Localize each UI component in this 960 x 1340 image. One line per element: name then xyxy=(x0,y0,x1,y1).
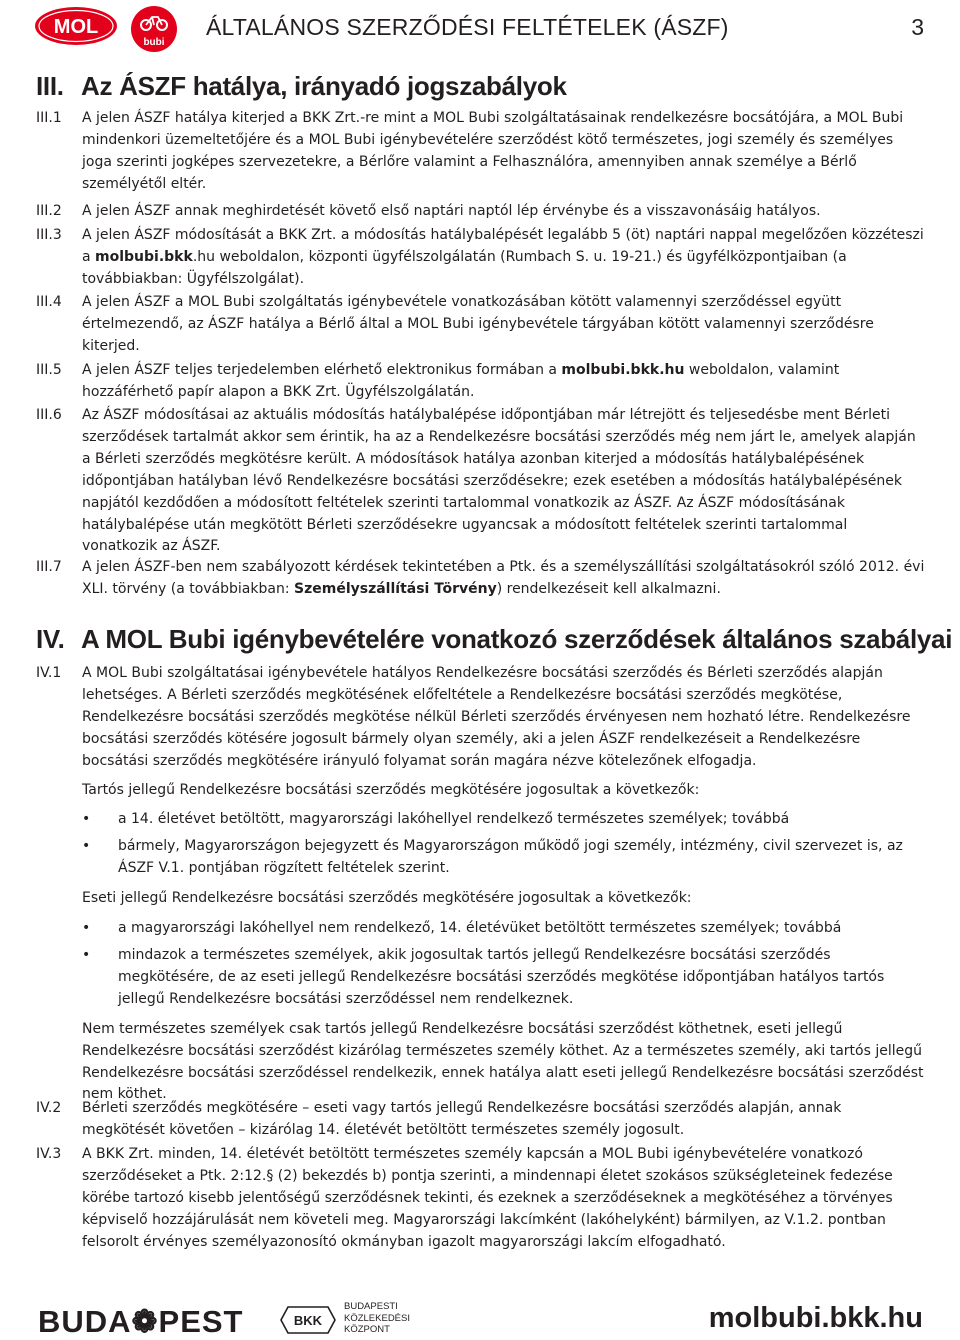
clause-number: IV.3 xyxy=(36,1146,62,1162)
occasional-list xyxy=(82,918,926,1011)
list-item: • bármely, Magyarországon bejegyzett és Magyarországon működő jogi személy, intézmény, civil szervezet is, az ÁSZF V.1. pontjában rögzített feltételek szerint. xyxy=(82,836,926,880)
bkk-name: BUDAPESTI KÖZLEKEDÉSI KÖZPONT xyxy=(344,1301,410,1335)
clause-iii-7 xyxy=(36,557,926,601)
svg-text:bubi: bubi xyxy=(143,37,165,48)
bold-term: Személyszállítási Törvény xyxy=(294,580,497,597)
section-iv-heading xyxy=(36,624,952,655)
document-title: ÁLTALÁNOS SZERZŐDÉSI FELTÉTELEK (ÁSZF) xyxy=(206,14,729,40)
page-header xyxy=(0,0,960,58)
svg-text:BKK: BKK xyxy=(293,1313,323,1328)
clause-text: Az ÁSZF módosításai az aktuális módosítás hatálybalépése időpontjában már létrejött és teljesedésbe ment Bérleti szerződések tartalmát akkor sem érintik, ha az a Rendelkezésre bocsátási szerződés még nem járt le, amelyek alapján a Bérleti szerződés megkötésre került. A módosítások hatálya azonban kiterjed a módosítás hatálybalépésének időpontjában hatályban lévő Rendelkezésre bocsátási szerződésekre; ezek esetében a módosítás hatálybalépésének napjától kezdődően a módosított feltételek szerinti tartalommal vonatkozik az ÁSZF. Az ÁSZF módosításának hatálybalépése után megkötött Bérleti szerződésekre ugyancsak a módosított feltételek szerinti tartalommal vonatkozik az ÁSZF. xyxy=(82,407,916,555)
clause-number: III.3 xyxy=(36,227,62,243)
clause-iii-4 xyxy=(36,292,926,358)
section-title: A MOL Bubi igénybevételére vonatkozó szerződések általános szabályai xyxy=(81,624,953,654)
clause-text: A jelen ÁSZF-ben nem szabályozott kérdések tekintetében a Ptk. és a személyszállítási szolgáltatásokról szóló 2012. évi XLI. törvény (a továbbiakban: Személyszállítási Törvény) rendelkezéseit kell alkalmazni. xyxy=(82,559,925,597)
section-number: III. xyxy=(36,71,64,101)
clause-number: III.4 xyxy=(36,294,62,310)
clause-iii-1 xyxy=(36,108,926,196)
clause-text: A jelen ÁSZF teljes terjedelemben elérhető elektronikus formában a molbubi.bkk.hu weboldalon, valamint hozzáférhető papír alapon a BKK Zrt. Ügyfélszolgálatán. xyxy=(82,362,840,400)
clause-iii-6 xyxy=(36,405,926,558)
clause-number: IV.1 xyxy=(36,665,62,681)
clause-iii-5 xyxy=(36,360,926,404)
page-footer xyxy=(0,1290,960,1339)
website-link[interactable]: molbubi.bkk.hu xyxy=(561,362,685,378)
section-number: IV. xyxy=(36,624,65,654)
clause-text: A jelen ÁSZF hatálya kiterjed a BKK Zrt.-re mint a MOL Bubi szolgáltatásainak rendelkezésre bocsátójára, a MOL Bubi mindenkori üzemeltetőjére és a MOL Bubi igénybevételére szerződést kötő természetes, jogi személy és személyes joga szerinti jogképes szervezetekre, a Bérlőre valamint a Felhasználóra, amennyiben annak személye a Bérlő személyétől eltér. xyxy=(82,110,904,192)
bubi-logo xyxy=(130,5,178,53)
clause-iv-1 xyxy=(36,663,926,1106)
clause-text: Bérleti szerződés megkötésére – eseti vagy tartós jellegű Rendelkezésre bocsátási szerződés alapján, annak megkötését követően – kizárólag 14. életévét betöltött természetes személy jogosult. xyxy=(82,1100,842,1138)
page-number: 3 xyxy=(911,14,924,40)
long-term-list xyxy=(82,809,926,880)
occasional-intro: Eseti jellegű Rendelkezésre bocsátási szerződés megkötésére jogosultak a következők: xyxy=(82,890,692,907)
clause-number: III.7 xyxy=(36,559,62,575)
clause-text: A jelen ÁSZF módosítását a BKK Zrt. a módosítás hatálybalépését legalább 5 (öt) naptári nappal megelőzően közzéteszi a molbubi.bkk.hu weboldalon, központi ügyfélszolgálatán (Rumbach S. u. 19-21.) és ügyfélközpontjaiban (a továbbiakban: Ügyfélszolgálat). xyxy=(82,227,924,287)
budapest-logo: BUDA❁PEST xyxy=(38,1304,244,1339)
clause-number: III.1 xyxy=(36,110,62,126)
clause-text: A BKK Zrt. minden, 14. életévét betöltött természetes személy kapcsán a MOL Bubi igénybevételére vonatkozó szerződéseket a Ptk. 2:12.§ (2) bekezdés b) pontja szerinti, a mindennapi életet szokásos szükségleteinek fedezése körébe tartozó kisebb jelentőségű szerződésnek tekinti, és ezeknek a szerződéseknek a megkötéséhez a törvényes képviselő hozzájárulását nem követeli meg. Magyarországi lakcímként (lakóhelyként) bármilyen, az V.1.2. pontban felsorolt érvényes személyazonosító okmányban igazolt magyarországi lakcím elfogadható. xyxy=(82,1146,893,1250)
clause-number: III.5 xyxy=(36,362,62,378)
clause-number: IV.2 xyxy=(36,1100,62,1116)
clause-iii-3 xyxy=(36,225,926,291)
footer-website-link[interactable]: molbubi.bkk.hu xyxy=(708,1302,923,1334)
clause-text: A jelen ÁSZF a MOL Bubi szolgáltatás igénybevétele vonatkozásában kötött valamennyi szerződéssel együtt értelmezendő, az ÁSZF hatálya a Bérlő által a MOL Bubi igénybevétele tárgyában kötött valamennyi szerződésre kiterjed. xyxy=(82,294,874,354)
clause-number: III.6 xyxy=(36,407,62,423)
website-link[interactable]: molbubi.bkk xyxy=(95,248,193,265)
list-item: • a magyarországi lakóhellyel nem rendelkező, 14. életévüket betöltött természetes személyek; továbbá xyxy=(82,918,926,940)
clause-text: A jelen ÁSZF annak meghirdetését követő első naptári naptól lép érvénybe és a visszavonásáig hatályos. xyxy=(82,203,821,219)
list-item: • a 14. életévet betöltött, magyarországi lakóhellyel rendelkező természetes személyek; továbbá xyxy=(82,809,926,831)
list-item: • mindazok a természetes személyek, akik jogosultak tartós jellegű Rendelkezésre bocsátási szerződés megkötésére, de az eseti jellegű Rendelkezésre bocsátási szerződés megkötése időpontjában hatályos tartós jellegű Rendelkezésre bocsátási szerződéssel nem rendelkeznek. xyxy=(82,945,926,1011)
clause-text: A MOL Bubi szolgáltatásai igénybevétele hatályos Rendelkezésre bocsátási szerződés és Bérleti szerződés alapján lehetséges. A Bérleti szerződés megkötésének előfeltétele a Rendelkezésre bocsátási szerződés megkötése, Rendelkezésre bocsátási szerződés megkötése nélkül Bérleti szerződés érvényesen nem hozható létre. Rendelkezésre bocsátási szerződés kötésére jogosult bármely olyan személy, aki a jelen ÁSZF rendelkezéseit a Rendelkezésre bocsátási szerződés megkötésére irányuló folyamat során magára nézve kötelezőnek elfogadja. xyxy=(82,665,911,769)
clause-iii-2 xyxy=(36,201,926,223)
bkk-logo xyxy=(280,1306,336,1334)
long-term-intro: Tartós jellegű Rendelkezésre bocsátási szerződés megkötésére jogosultak a következők: xyxy=(82,781,700,798)
clause-iv-2 xyxy=(36,1098,926,1142)
mol-logo xyxy=(34,6,118,46)
section-iii-heading xyxy=(36,71,567,102)
svg-text:MOL: MOL xyxy=(53,16,99,38)
clause-iv-3 xyxy=(36,1144,926,1254)
closing-text: Nem természetes személyek csak tartós jellegű Rendelkezésre bocsátási szerződést köthetnek, eseti jellegű Rendelkezésre bocsátási szerződést kizárólag természetes személy köthet. Az a természetes személy, aki tartós jellegű Rendelkezésre bocsátási szerződéssel rendelkezik, ennek hatálya alatt eseti jellegű Rendelkezésre bocsátási szerződést nem köthet. xyxy=(82,1020,924,1103)
section-title: Az ÁSZF hatálya, irányadó jogszabályok xyxy=(81,71,567,101)
clause-number: III.2 xyxy=(36,203,62,219)
